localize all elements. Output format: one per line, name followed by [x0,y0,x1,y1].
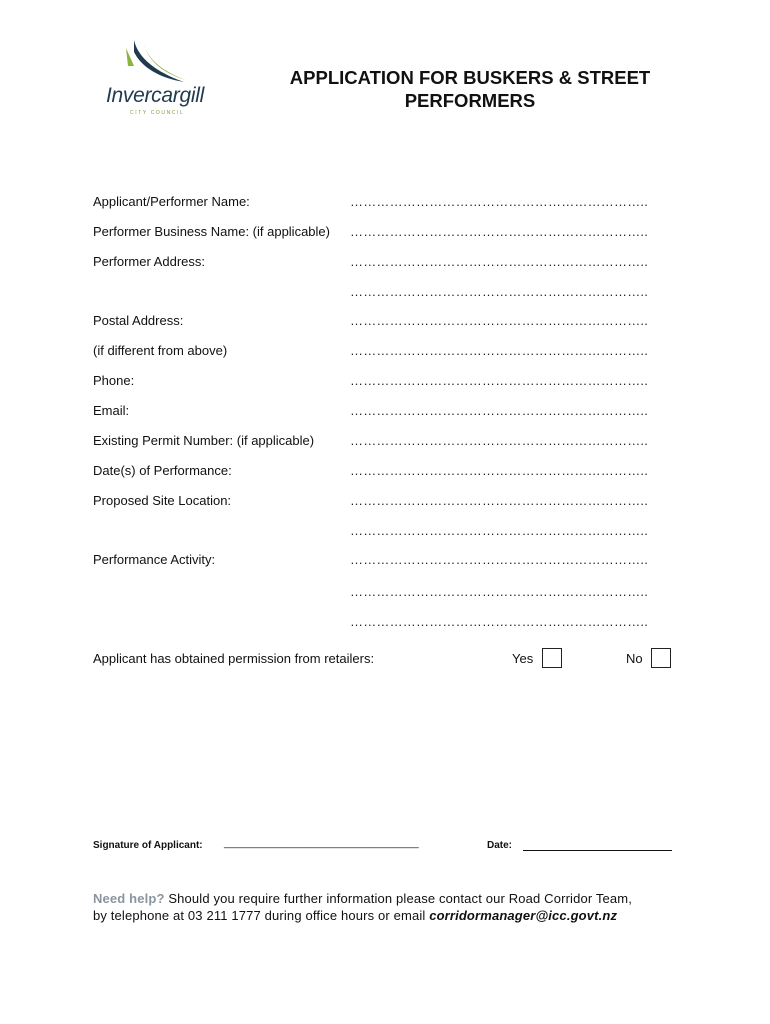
fill-line[interactable]: ………………………………………………………….. [350,373,649,388]
fill-line[interactable]: ………………………………………………………….. [350,433,649,448]
field-label: Date(s) of Performance: [93,463,232,478]
date-label: Date: [487,840,513,851]
field-performer-address-line2[interactable] [93,283,673,301]
field-label: Performance Activity: [93,552,216,567]
field-performer-address[interactable] [93,253,673,271]
field-applicant-name[interactable] [93,193,673,211]
help-text-2: by telephone at 03 211 1777 during office hours or email [93,908,430,923]
fill-line[interactable]: ………………………………………………………….. [350,254,649,269]
email-link[interactable]: corridormanager@icc.govt.nz [429,908,618,923]
no-checkbox[interactable] [651,648,671,668]
help-line-1 [93,890,693,907]
field-label: Phone: [93,373,135,388]
field-site-location[interactable] [93,492,673,510]
field-performance-dates[interactable] [93,462,673,480]
help-lead: Need help? [93,891,165,906]
fill-line[interactable]: ………………………………………………………….. [350,313,649,328]
field-label: Performer Address: [93,254,205,269]
field-label: Proposed Site Location: [93,493,232,508]
field-label: Postal Address: [93,313,184,328]
field-business-name[interactable] [93,223,673,241]
field-label: Email: [93,403,130,418]
permission-question: Applicant has obtained permission from retailers: [93,651,375,666]
logo-swoosh-icon [104,38,214,88]
fill-line[interactable]: ………………………………………………………….. [350,224,649,239]
logo-subtitle: CITY COUNCIL [130,110,185,116]
fill-line[interactable]: ………………………………………………………….. [350,403,649,418]
date-line[interactable] [523,850,672,851]
field-existing-permit[interactable] [93,432,673,450]
no-label: No [626,651,643,666]
yes-checkbox[interactable] [542,648,562,668]
field-label: Performer Business Name: (if applicable) [93,224,330,239]
field-phone[interactable] [93,372,673,390]
fill-line[interactable]: ………………………………………………………….. [350,523,649,538]
fill-line[interactable]: ………………………………………………………….. [350,194,649,209]
fill-line[interactable]: ………………………………………………………….. [350,493,649,508]
field-performance-activity-line2[interactable] [93,583,673,601]
title-line-1: APPLICATION FOR BUSKERS & STREET [289,67,651,88]
title-line-2: PERFORMERS [404,90,536,111]
fill-line[interactable]: ………………………………………………………….. [350,552,649,567]
field-performance-activity-line3[interactable] [93,613,673,631]
fill-line[interactable]: ………………………………………………………….. [350,463,649,478]
fill-line[interactable]: ………………………………………………………….. [350,584,649,599]
logo-wordmark: Invercargill [106,84,204,107]
help-text-1: Should you require further information please contact our Road Corridor Team, [164,891,633,906]
field-label: Applicant/Performer Name: [93,194,250,209]
field-site-location-line2[interactable] [93,522,673,540]
yes-label: Yes [512,651,534,666]
signature-label: Signature of Applicant: [93,840,203,851]
field-postal-address-line2[interactable] [93,342,673,360]
help-line-2 [93,907,693,924]
field-performance-activity[interactable] [93,551,673,569]
fill-line[interactable]: ………………………………………………………….. [350,284,649,299]
help-text [93,890,693,924]
fill-line[interactable]: ………………………………………………………….. [350,343,649,358]
field-postal-address[interactable] [93,312,673,330]
fill-line[interactable]: ………………………………………………………….. [350,614,649,629]
field-label: (if different from above) [93,343,228,358]
field-email[interactable] [93,402,673,420]
council-logo [104,38,214,120]
signature-line[interactable]: ___________________________________ [224,838,419,849]
page-title [260,66,680,112]
field-label: Existing Permit Number: (if applicable) [93,433,315,448]
